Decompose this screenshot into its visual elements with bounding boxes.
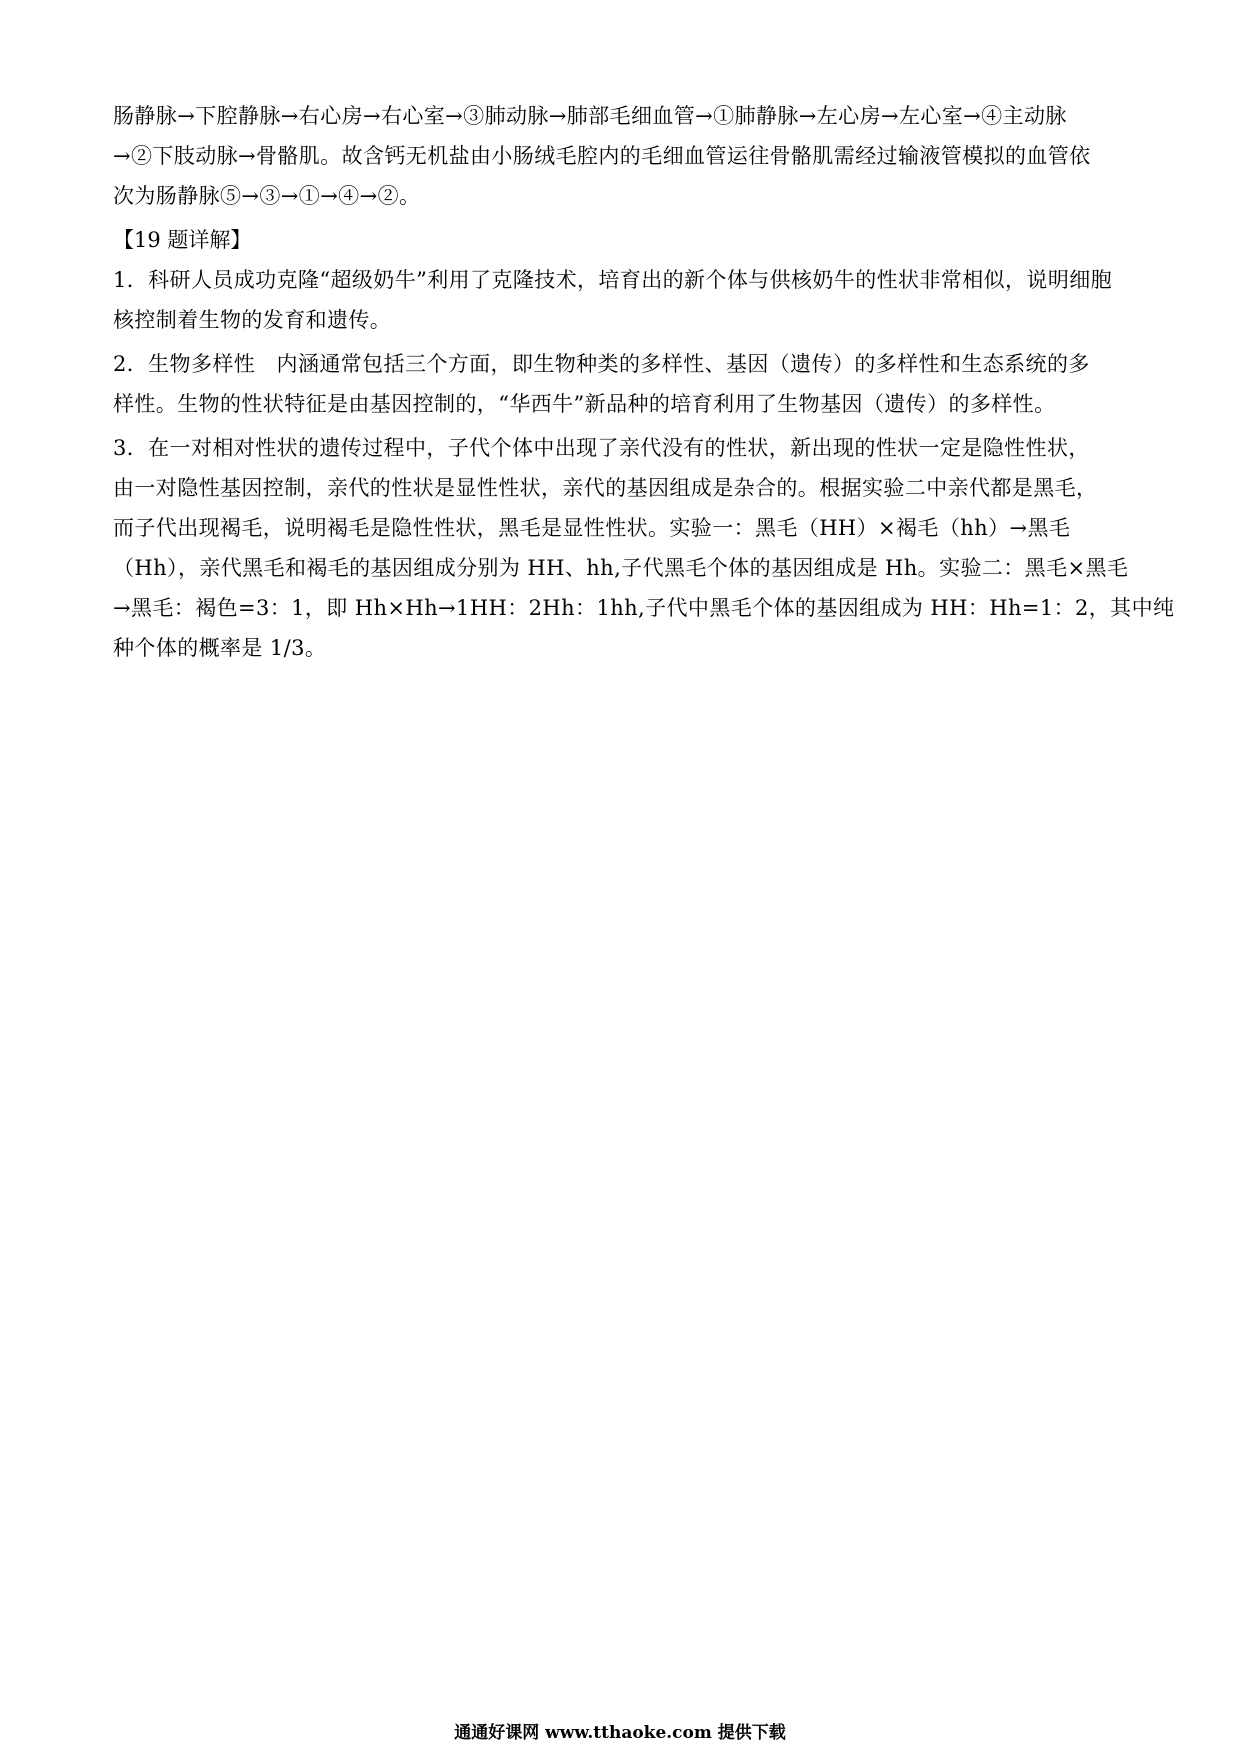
text-line: 由一对隐性基因控制，亲代的性状是显性性状，亲代的基因组成是杂合的。根据实验二中亲代都是黑毛，: [113, 476, 1098, 500]
text-line: →②下肢动脉→骨骼肌。故含钙无机盐由小肠绒毛腔内的毛细血管运往骨骼肌需经过输液管模拟的血管依: [113, 144, 1091, 168]
text-line: 样性。生物的性状特征是由基因控制的，“华西牛”新品种的培育利用了生物基因（遗传）的多样性。: [113, 392, 1056, 416]
text-line: 种个体的概率是 1/3。: [113, 636, 327, 660]
page-footer: 通通好课网 www.tthaoke.com 提供下载: [454, 1723, 786, 1743]
text-line: 肠静脉→下腔静脉→右心房→右心室→③肺动脉→肺部毛细血管→①肺静脉→左心房→左心室→④主动脉: [113, 104, 1067, 128]
section-heading: 【19 题详解】: [113, 228, 252, 252]
text-line: 而子代出现褐毛，说明褐毛是隐性性状，黑毛是显性性状。实验一：黑毛（HH）×褐毛（hh）→黑毛: [113, 516, 1071, 540]
text-line: →黑毛：褐色=3：1，即 Hh×Hh→1HH：2Hh：1hh,子代中黑毛个体的基因组成为 HH：Hh=1：2，其中纯: [113, 596, 1175, 620]
text-line: 1．科研人员成功克隆“超级奶牛”利用了克隆技术，培育出的新个体与供核奶牛的性状非常相似，说明细胞: [113, 268, 1113, 292]
text-line: 3．在一对相对性状的遗传过程中，子代个体中出现了亲代没有的性状，新出现的性状一定是隐性性状，: [113, 436, 1090, 460]
text-line: 核控制着生物的发育和遗传。: [113, 308, 392, 332]
text-line: 2．生物多样性 内涵通常包括三个方面，即生物种类的多样性、基因（遗传）的多样性和生态系统的多: [113, 352, 1090, 376]
answer-explanation: [113, 96, 1175, 668]
text-line: （Hh），亲代黑毛和褐毛的基因组成分别为 HH、hh,子代黑毛个体的基因组成是 Hh。实验二：黑毛×黑毛: [113, 556, 1129, 580]
text-line: 次为肠静脉⑤→③→①→④→②。: [113, 184, 421, 208]
